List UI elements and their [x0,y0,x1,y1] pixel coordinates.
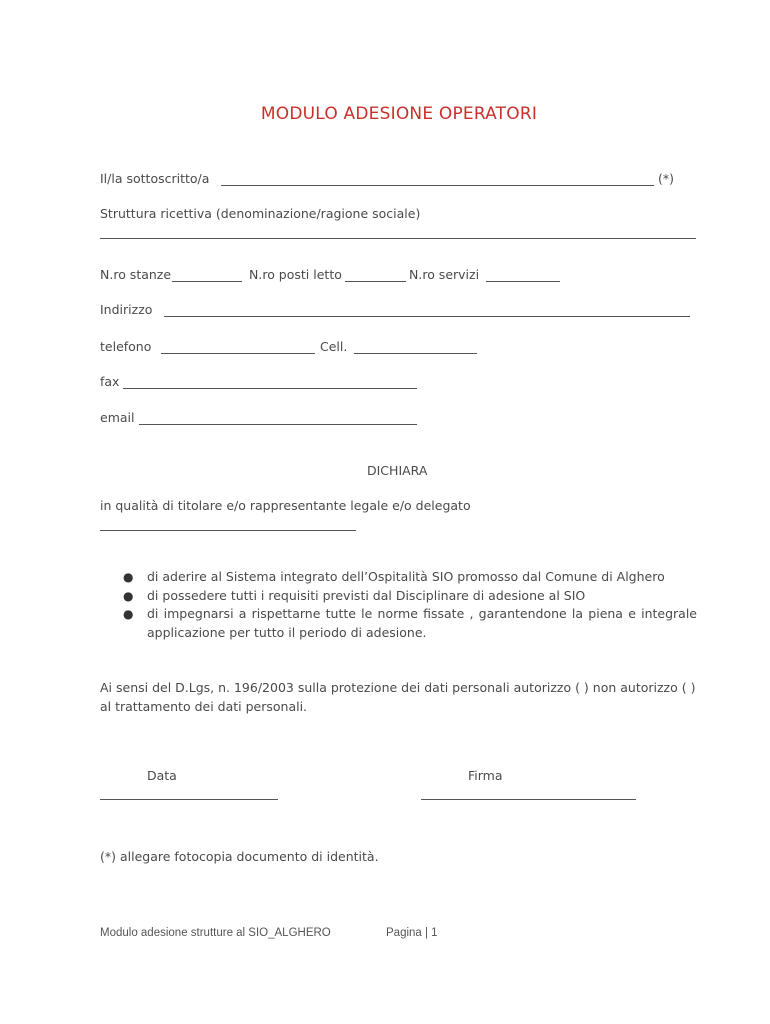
data-input-line[interactable] [100,799,278,800]
email-label: email [100,410,135,425]
dichiara-list [100,568,697,642]
indirizzo-label: Indirizzo [100,302,153,317]
form-title: MODULO ADESIONE OPERATORI [260,104,538,124]
bullet-icon: ● [123,588,134,603]
bullet-icon: ● [123,570,134,584]
qualita-input-line[interactable] [100,530,356,531]
stanze-input-line[interactable] [172,281,242,282]
footer-left: Modulo adesione strutture al SIO_ALGHERO [100,927,331,939]
cell-label: Cell. [320,339,348,354]
struttura-label: Struttura ricettiva (denominazione/ragione sociale) [100,206,421,221]
cell-input-line[interactable] [354,353,477,354]
telefono-input-line[interactable] [161,353,315,354]
identity-note: (*) allegare fotocopia documento di identità. [100,849,379,864]
stanze-label: N.ro stanze [100,267,172,282]
privacy-paragraph: Ai sensi del D.Lgs, n. 196/2003 sulla protezione dei dati personali autorizzo ( ) non autorizzo ( ) al trattamento dei dati personali. [100,680,696,714]
posti-letto-input-line[interactable] [345,281,406,282]
firma-label: Firma [468,768,503,783]
email-input-line[interactable] [139,424,417,425]
telefono-label: telefono [100,339,152,354]
data-label: Data [147,768,177,783]
qualita-text: in qualità di titolare e/o rappresentante legale e/o delegato [100,498,471,513]
bullet-icon: ● [123,607,134,621]
sottoscritto-note-marker: (*) [658,171,675,186]
fax-label: fax [100,374,120,389]
posti-letto-label: N.ro posti letto [249,267,342,282]
servizi-input-line[interactable] [486,281,560,282]
dichiara-heading: DICHIARA [367,463,428,478]
indirizzo-input-line[interactable] [164,316,690,317]
servizi-label: N.ro servizi [409,267,480,282]
fax-input-line[interactable] [123,388,417,389]
footer-page-number: Pagina | 1 [386,927,438,939]
firma-input-line[interactable] [421,799,636,800]
list-item: ● di impegnarsi a rispettarne tutte le norme fissate , garantendone la piena e integrale applicazione per tutto il periodo di adesione. [123,606,697,640]
sottoscritto-input-line[interactable] [221,185,654,186]
sottoscritto-label: Il/la sottoscritto/a [100,171,210,186]
list-item: ● di aderire al Sistema integrato dell’Ospitalità SIO promosso dal Comune di Alghero [100,568,697,587]
struttura-input-line[interactable] [100,238,696,239]
list-item: ● di possedere tutti i requisiti previsti dal Disciplinare di adesione al SIO [100,587,697,606]
